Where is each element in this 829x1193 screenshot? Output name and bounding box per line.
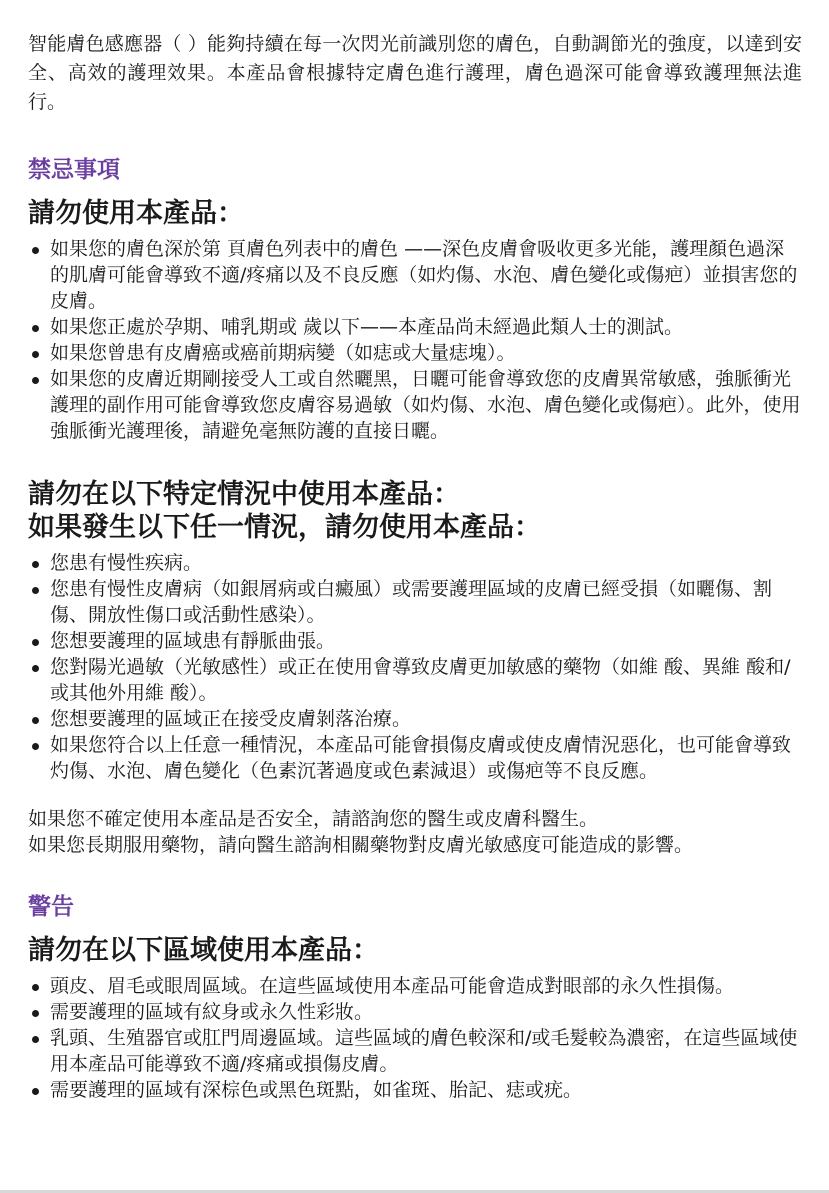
bullet-icon — [32, 1010, 39, 1017]
do-not-use-areas-heading: 請勿在以下區域使用本產品： — [28, 935, 379, 966]
bullet-icon — [32, 639, 39, 646]
bullet-icon — [32, 561, 39, 568]
do-not-use-heading: 請勿使用本產品： — [28, 198, 244, 229]
consult-doctor-note: 如果您不確定使用本產品是否安全，請諮詢您的醫生或皮膚科醫生。 — [28, 808, 599, 830]
bullet-icon — [32, 743, 39, 750]
special-conditions-heading: 請勿在以下特定情況中使用本產品： — [28, 479, 460, 510]
bullet-icon — [32, 247, 39, 254]
list-item: 需要護理的區域有紋身或永久性彩妝。 — [28, 999, 802, 1025]
contraindications-title: 禁忌事項 — [28, 157, 120, 183]
list-item: 您想要護理的區域患有靜脈曲張。 — [28, 628, 802, 654]
document-page — [28, 30, 802, 1103]
bullet-icon — [32, 1088, 39, 1095]
medication-note: 如果您長期服用藥物，請向醫生諮詢相關藥物對皮膚光敏感度可能造成的影響。 — [28, 834, 694, 856]
list-item: 如果您曾患有皮膚癌或癌前期病變（如痣或大量痣塊）。 — [28, 340, 802, 366]
warnings-list — [28, 973, 802, 1103]
if-any-condition-heading: 如果發生以下任一情況，請勿使用本產品： — [28, 512, 541, 543]
list-item: 如果您正處於孕期、哺乳期或 歲以下——本產品尚未經過此類人士的測試。 — [28, 314, 802, 340]
list-item: 您患有慢性疾病。 — [28, 550, 802, 576]
list-item: 頭皮、眉毛或眼周區域。在這些區域使用本產品可能會造成對眼部的永久性損傷。 — [28, 973, 802, 999]
bullet-icon — [32, 377, 39, 384]
list-item: 您想要護理的區域正在接受皮膚剝落治療。 — [28, 706, 802, 732]
bullet-icon — [32, 587, 39, 594]
bullet-icon — [32, 665, 39, 672]
bullet-icon — [32, 1036, 39, 1043]
bullet-icon — [32, 351, 39, 358]
list-item: 如果您的皮膚近期剛接受人工或自然曬黑，日曬可能會導致您的皮膚異常敏感，強脈衝光護理的副作用可能會導致您皮膚容易過敏（如灼傷、水泡、膚色變化或傷疤）。此外，使用強脈衝光護理後，請避免毫無防護的直接日曬。 — [28, 366, 802, 444]
list-item: 乳頭、生殖器官或肛門周邊區域。這些區域的膚色較深和/或毛髮較為濃密，在這些區域使用本產品可能導致不適/疼痛或損傷皮膚。 — [28, 1025, 802, 1077]
list-item: 需要護理的區域有深棕色或黑色斑點，如雀斑、胎記、痣或疣。 — [28, 1077, 802, 1103]
conditions-list — [28, 550, 802, 784]
list-item: 您患有慢性皮膚病（如銀屑病或白癜風）或需要護理區域的皮膚已經受損（如曬傷、割傷、開放性傷口或活動性感染）。 — [28, 576, 802, 628]
warnings-title: 警告 — [28, 894, 74, 920]
contraindications-list — [28, 236, 802, 444]
list-item: 如果您符合以上任意一種情況，本產品可能會損傷皮膚或使皮膚情況惡化，也可能會導致灼傷、水泡、膚色變化（色素沉著過度或色素減退）或傷疤等不良反應。 — [28, 732, 802, 784]
bullet-icon — [32, 984, 39, 991]
list-item: 如果您的膚色深於第 頁膚色列表中的膚色 ——深色皮膚會吸收更多光能，護理顏色過深的肌膚可能會導致不適/疼痛以及不良反應（如灼傷、水泡、膚色變化或傷疤）並損害您的皮膚。 — [28, 236, 802, 314]
intro-paragraph: 智能膚色感應器（ ）能夠持續在每一次閃光前識別您的膚色，自動調節光的強度，以達到安全、高效的護理效果。本產品會根據特定膚色進行護理，膚色過深可能會導致護理無法進行。 — [28, 33, 802, 113]
bullet-icon — [32, 717, 39, 724]
list-item: 您對陽光過敏（光敏感性）或正在使用會導致皮膚更加敏感的藥物（如維 酸、異維 酸和/或其他外用維 酸）。 — [28, 654, 802, 706]
bullet-icon — [32, 325, 39, 332]
